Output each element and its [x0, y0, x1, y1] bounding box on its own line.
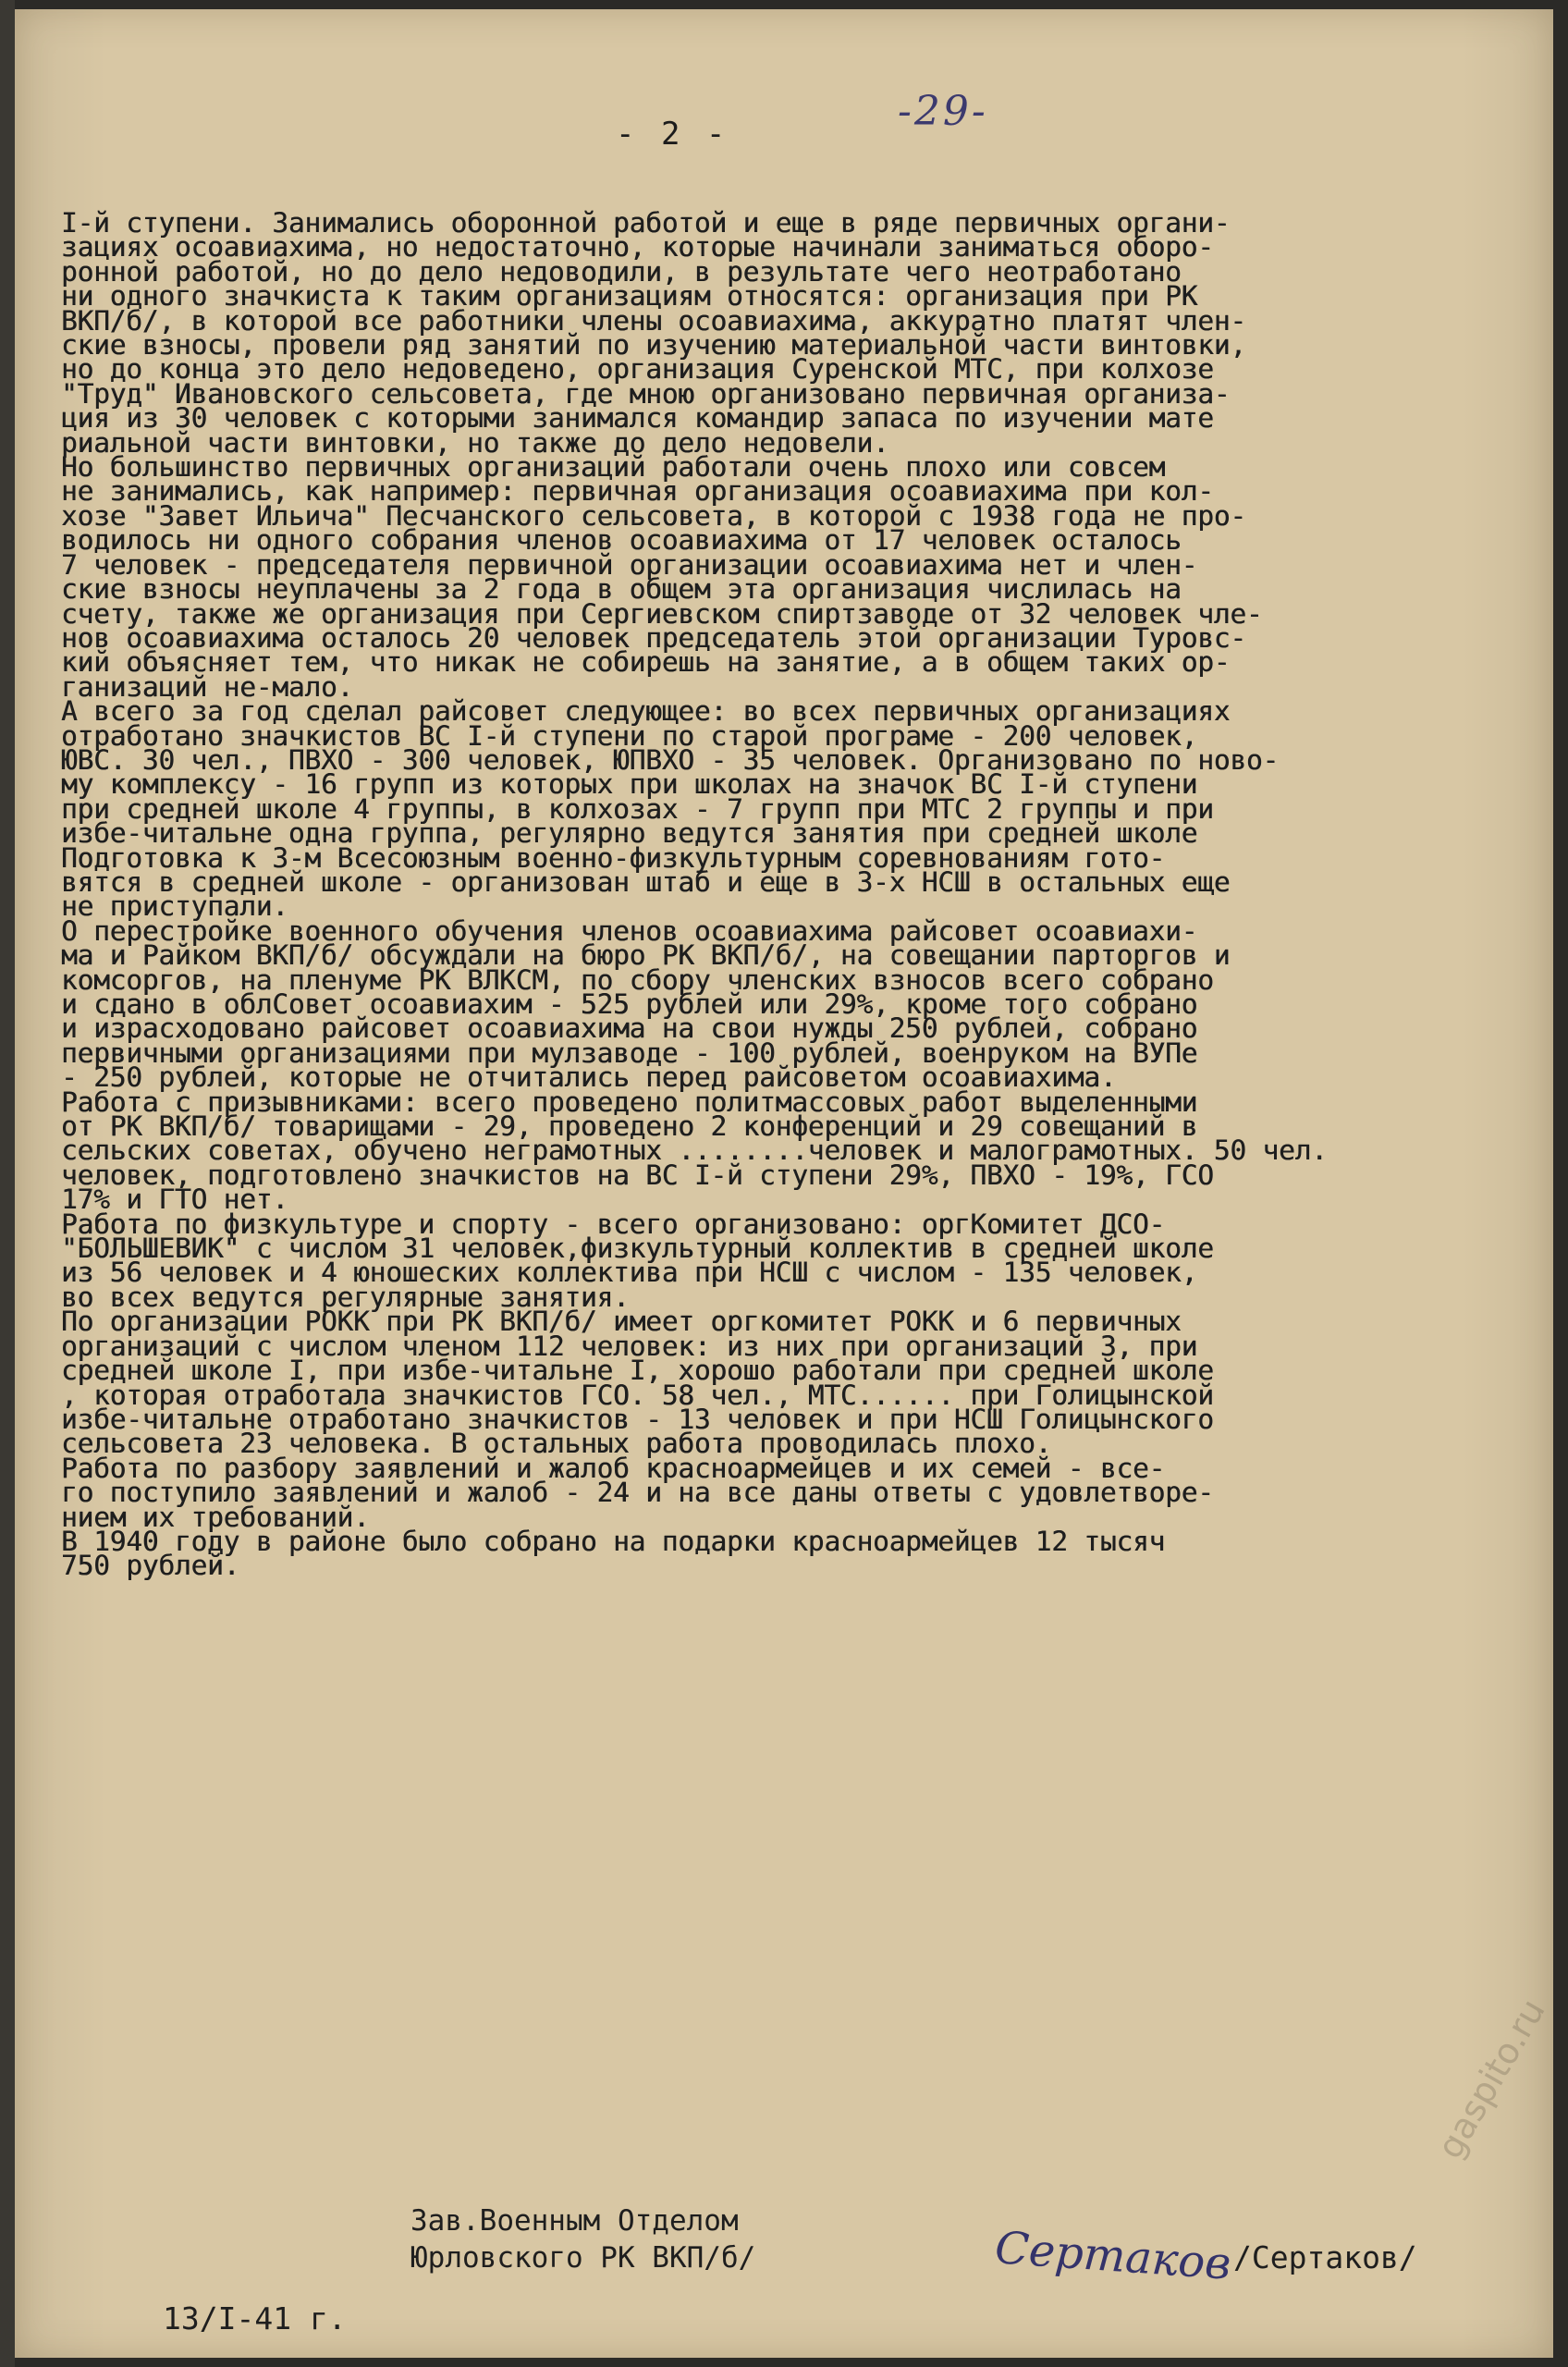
text-line: хозе "Завет Ильича" Песчанского сельсовета, в которой с 1938 года не про-: [61, 499, 1246, 532]
text-line: ганизаций не-мало.: [61, 670, 354, 703]
text-line: го поступило заявлений и жалоб - 24 и на все даны ответы с удовлетворе-: [61, 1477, 1214, 1509]
signer-name: /Сертаков/: [1233, 2239, 1417, 2275]
signer-title-line-1: Зав.Военным Отделом: [410, 2204, 739, 2238]
text-line: А всего за год сделал райсовет следующее: во всех первичных организациях: [61, 695, 1231, 728]
text-line: О перестройке военного обучения членов осоавиахима райсовет осоавиахи-: [61, 914, 1198, 947]
document-date: 13/I-41 г.: [163, 2300, 347, 2336]
text-line: из 56 человек и 4 юношеских коллектива при НСШ с числом - 135 человек,: [61, 1257, 1198, 1289]
text-line: при средней школе 4 группы, в колхозах - 7 групп при МТС 2 группы и при: [61, 792, 1214, 825]
text-line: человек, подготовлено значкистов на ВС І-й ступени 29%, ПВХО - 19%, ГСО: [61, 1159, 1214, 1191]
text-line: І-й ступени. Занимались оборонной работой и еще в ряде первичных органи-: [61, 207, 1231, 239]
text-line: вятся в средней школе - организован штаб и еще в 3-х НСШ в остальных еще: [61, 865, 1231, 898]
text-line: организаций с числом членом 112 человек: из них при организаций 3, при: [61, 1330, 1198, 1362]
document-body: [61, 207, 1550, 1582]
text-line: , которая отработала значкистов ГСО. 58 чел., МТС...... при Голицынской: [61, 1379, 1214, 1411]
text-line: ронной работой, но до дело недоводили, в результате чего неотработано: [61, 255, 1182, 288]
text-line: кий объясняет тем, что никак не собирешь на занятие, а в общем таких ор-: [61, 646, 1231, 679]
text-line: не занимались, как например: первичная организация осоавиахима при кол-: [61, 475, 1214, 508]
text-line: По организации РОКК при РК ВКП/б/ имеет оргкомитет РОКК и 6 первичных: [61, 1306, 1182, 1338]
text-line: не приступали.: [61, 890, 288, 923]
text-line: Подготовка к 3-м Всесоюзным военно-физкультурным соревнованиям гото-: [61, 841, 1166, 874]
text-line: первичными организациями при мулзаводе - 100 рублей, военруком на ВУПе: [61, 1036, 1198, 1069]
text-line: "БОЛЬШЕВИК" с числом 31 человек,физкультурный коллектив в средней школе: [61, 1233, 1214, 1265]
text-line: ция из 30 человек с которыми занимался командир запаса по изучении мате: [61, 402, 1214, 435]
text-line: ские взносы неуплачены за 2 года в общем эта организация числилась на: [61, 573, 1182, 606]
text-line: и сдано в облСовет осоавиахим - 525 рублей или 29%, кроме того собрано: [61, 988, 1198, 1020]
text-line: отработано значкистов ВС І-й ступени по старой програме - 200 человек,: [61, 719, 1198, 752]
text-line: Но большинство первичных организаций работали очень плохо или совсем: [61, 451, 1166, 484]
text-line: В 1940 году в районе было собрано на подарки красноармейцев 12 тысяч: [61, 1525, 1166, 1557]
text-line: водилось ни одного собрания членов осоавиахима от 17 человек осталось: [61, 524, 1182, 557]
text-line: 7 человек - председателя первичной организации осоавиахима нет и член-: [61, 548, 1198, 581]
text-line: Работа с призывниками: всего проведено политмассовых работ выделенными: [61, 1085, 1198, 1118]
page-number: - 2 -: [616, 116, 729, 153]
text-line: средней школе І, при избе-читальне І, хорошо работали при средней школе: [61, 1355, 1214, 1387]
text-line: ские взносы, провели ряд занятий по изучению материальной части винтовки,: [61, 329, 1246, 362]
text-line: и израсходовано райсовет осоавиахима на свои нужды 250 рублей, собрано: [61, 1012, 1198, 1045]
scan-edge: [0, 0, 15, 2367]
text-line: во всех ведутся регулярные занятия.: [61, 1281, 630, 1313]
text-line: от РК ВКП/б/ товарищами - 29, проведено 2 конференций и 29 совещаний в: [61, 1110, 1198, 1143]
archive-sheet-number: -29-: [898, 88, 988, 135]
text-line: избе-читальне одна группа, регулярно ведутся занятия при средней школе: [61, 817, 1198, 850]
text-line: 750 рублей.: [61, 1550, 240, 1582]
text-line: ма и Райком ВКП/б/ обсуждали на бюро РК ВКП/б/, на совещании парторгов и: [61, 939, 1231, 972]
text-line: 17% и ГТО нет.: [61, 1184, 288, 1216]
text-line: нов осоавиахима осталось 20 человек председатель этой организации Туровс-: [61, 621, 1246, 654]
text-line: но до конца это дело недоведено, организация Суренской МТС, при колхозе: [61, 353, 1214, 386]
text-line: ВКП/б/, в которой все работники члены осоавиахима, аккуратно платят член-: [61, 304, 1246, 337]
signer-title-line-2: Юрловского РК ВКП/б/: [410, 2241, 756, 2275]
text-line: "Труд" Ивановского сельсовета, где мною организовано первичная организа-: [61, 377, 1231, 410]
text-line: Работа по разбору заявлений и жалоб красноармейцев и их семей - все-: [61, 1452, 1166, 1484]
text-line: риальной части винтовки, но также до дело недовели.: [61, 426, 889, 459]
text-line: комсоргов, на пленуме РК ВЛКСМ, по сбору членских взносов всего собрано: [61, 963, 1214, 996]
signature-block: [410, 2202, 755, 2276]
text-line: ЮВС. 30 чел., ПВХО - 300 человек, ЮПВХО - 35 человек. Организовано по ново-: [61, 743, 1280, 776]
text-line: ни одного значкиста к таким организациям относятся: организация при РК: [61, 280, 1198, 313]
text-line: - 250 рублей, которые не отчитались перед райсоветом осоавиахима.: [61, 1061, 1117, 1094]
text-line: сельсовета 23 человека. В остальных работа проводилась плохо.: [61, 1428, 1052, 1460]
text-line: избе-читальне отработано значкистов - 13 человек и при НСШ Голицынского: [61, 1403, 1214, 1435]
watermark: gaspito.ru: [1429, 1992, 1553, 2165]
text-line: зациях осоавиахима, но недостаточно, которые начинали заниматься оборо-: [61, 231, 1214, 264]
document-page: [15, 9, 1553, 2358]
text-line: счету, также же организация при Сергиевском спиртзаводе от 32 человек чле-: [61, 597, 1263, 630]
text-line: сельских советах, обучено неграмотных ........человек и малограмотных. 50 чел.: [61, 1134, 1328, 1167]
text-line: Работа по физкультуре и спорту - всего организовано: оргКомитет ДСО-: [61, 1208, 1166, 1240]
text-line: му комплексу - 16 групп из которых при школах на значок ВС І-й ступени: [61, 768, 1198, 801]
text-line: нием их требований.: [61, 1501, 370, 1533]
handwritten-signature: Сертаков: [993, 2222, 1233, 2290]
